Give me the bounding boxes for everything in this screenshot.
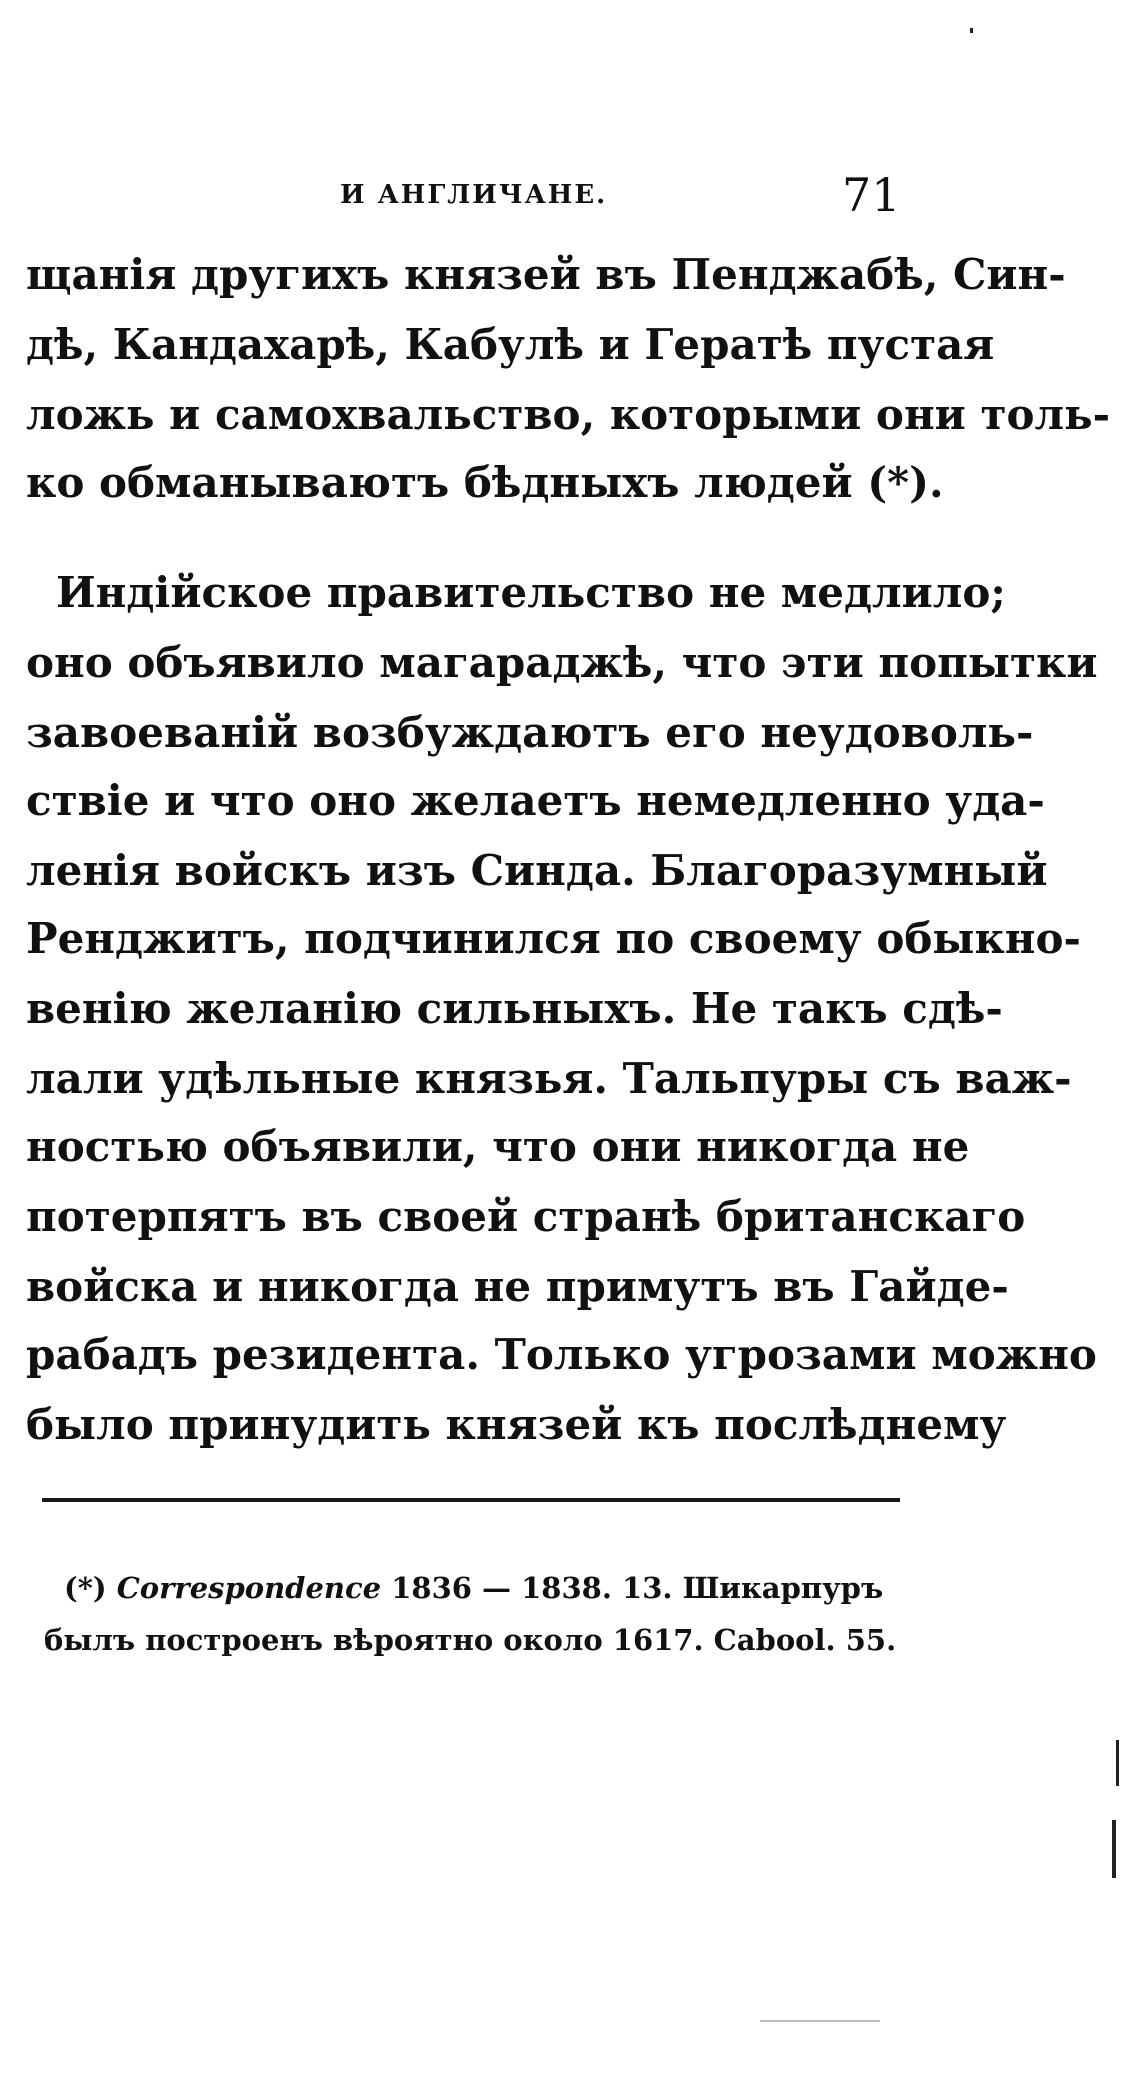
text-line: войска и никогда не примутъ въ Гайде- (26, 1262, 1009, 1311)
text-line: щанія другихъ князей въ Пенджабѣ, Син- (26, 250, 1066, 299)
page-number: 71 (842, 168, 901, 222)
text-line: Ренджитъ, подчинился по своему обыкно- (26, 914, 1081, 963)
scan-speck (760, 2020, 880, 2022)
text-line: Индійское правительство не медлило; (56, 568, 1006, 617)
text-line: ко обманываютъ бѣдныхъ людей (*). (26, 458, 944, 507)
footnote-source: Correspondence (116, 1571, 382, 1605)
text-line: ностью объявили, что они никогда не (26, 1122, 970, 1171)
text-line: лали удѣльные князья. Тальпуры съ важ- (26, 1054, 1072, 1103)
text-line: завоеваній возбуждаютъ его неудоволь- (26, 708, 1034, 757)
text-line: оно объявило магараджѣ, что эти попытки (26, 638, 1098, 687)
text-line: рабадъ резидента. Только угрозами можно (26, 1330, 1097, 1379)
footnote-line-1 (64, 1571, 906, 1605)
footnote-line-2: былъ построенъ вѣроятно около 1617. Cabool. 55. (44, 1623, 897, 1657)
text-line: венію желанію сильныхъ. Не такъ сдѣ- (26, 984, 1003, 1033)
footnote-marker: (*) (64, 1571, 107, 1605)
text-line: было принудить князей къ послѣднему (26, 1400, 1007, 1449)
text-line: потерпятъ въ своей странѣ британскаго (26, 1192, 1026, 1241)
running-head: И АНГЛИЧАНЕ. (340, 180, 608, 210)
text-line: дѣ, Кандахарѣ, Кабулѣ и Гератѣ пустая (26, 320, 995, 369)
text-line: ленія войскъ изъ Синда. Благоразумный (26, 846, 1048, 895)
scan-speck (1116, 1740, 1119, 1786)
scan-speck (970, 28, 973, 33)
scan-speck (1112, 1820, 1116, 1878)
text-line: ствіе и что оно желаетъ немедленно уда- (26, 776, 1045, 825)
footnote-text: 1836 — 1838. 13. Шикарпуръ (391, 1571, 884, 1605)
footnote-rule (42, 1498, 900, 1502)
text-line: ложь и самохвальство, которыми они толь- (26, 390, 1111, 439)
